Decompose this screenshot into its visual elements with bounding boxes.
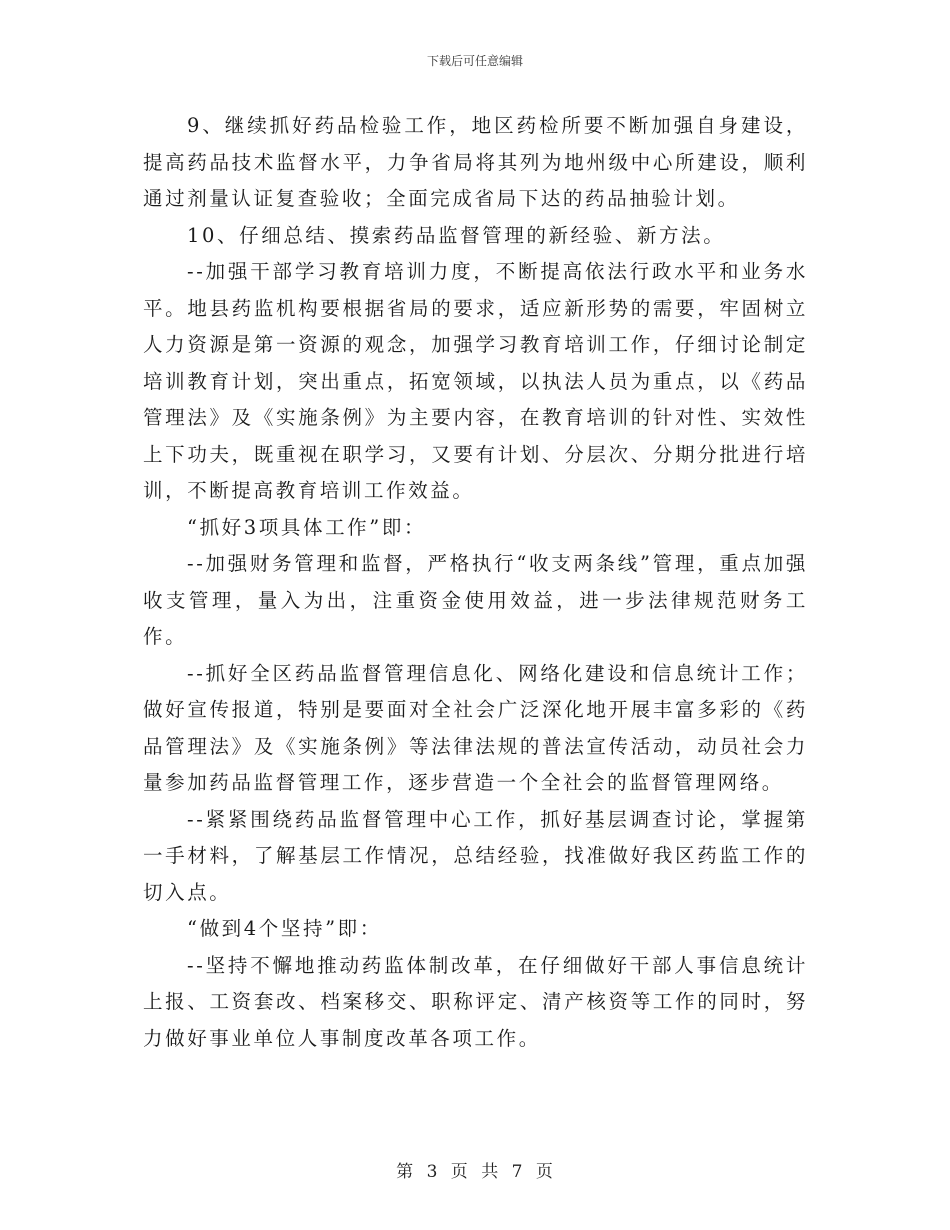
- document-body: [143, 108, 808, 1057]
- paragraph: 9、继续抓好药品检验工作，地区药检所要不断加强自身建设，提高药品技术监督水平，力争省局将其列为地州级中心所建设，顺利通过剂量认证复查验收；全面完成省局下达的药品抽验计划。: [143, 114, 808, 210]
- paragraph: “做到4个坚持”即：: [187, 917, 382, 940]
- header-note: 下载后可任意编辑: [426, 54, 523, 68]
- paragraph: --加强干部学习教育培训力度，不断提高依法行政水平和业务水平。地县药监机构要根据省局的要求，适应新形势的需要，牢固树立人力资源是第一资源的观念，加强学习教育培训工作，仔细讨论制定培训教育计划，突出重点，拓宽领域，以执法人员为重点，以《药品管理法》及《实施条例》为主要内容，在教育培训的针对性、实效性上下功夫，既重视在职学习，又要有计划、分层次、分期分批进行培训，不断提高教育培训工作效益。: [143, 260, 808, 502]
- paragraph: 10、仔细总结、摸索药品监督管理的新经验、新方法。: [187, 223, 726, 247]
- paragraph: “抓好3项具体工作”即：: [187, 515, 427, 539]
- paragraph: --加强财务管理和监督，严格执行“收支两条线”管理，重点加强收支管理，量入为出，注重资金使用效益，进一步法律规范财务工作。: [143, 552, 808, 648]
- page-number: 第 3 页 共 7 页: [396, 1162, 554, 1182]
- paragraph: --紧紧围绕药品监督管理中心工作，抓好基层调查讨论，掌握第一手材料，了解基层工作情况，总结经验，找准做好我区药监工作的切入点。: [143, 807, 808, 904]
- paragraph: --坚持不懈地推动药监体制改革，在仔细做好干部人事信息统计上报、工资套改、档案移交、职称评定、清产核资等工作的同时，努力做好事业单位人事制度改革各项工作。: [143, 953, 808, 1050]
- paragraph: --抓好全区药品监督管理信息化、网络化建设和信息统计工作；做好宣传报道，特别是要面对全社会广泛深化地开展丰富多彩的《药品管理法》及《实施条例》等法律法规的普法宣传活动，动员社会力量参加药品监督管理工作，逐步营造一个全社会的监督管理网络。: [143, 661, 808, 794]
